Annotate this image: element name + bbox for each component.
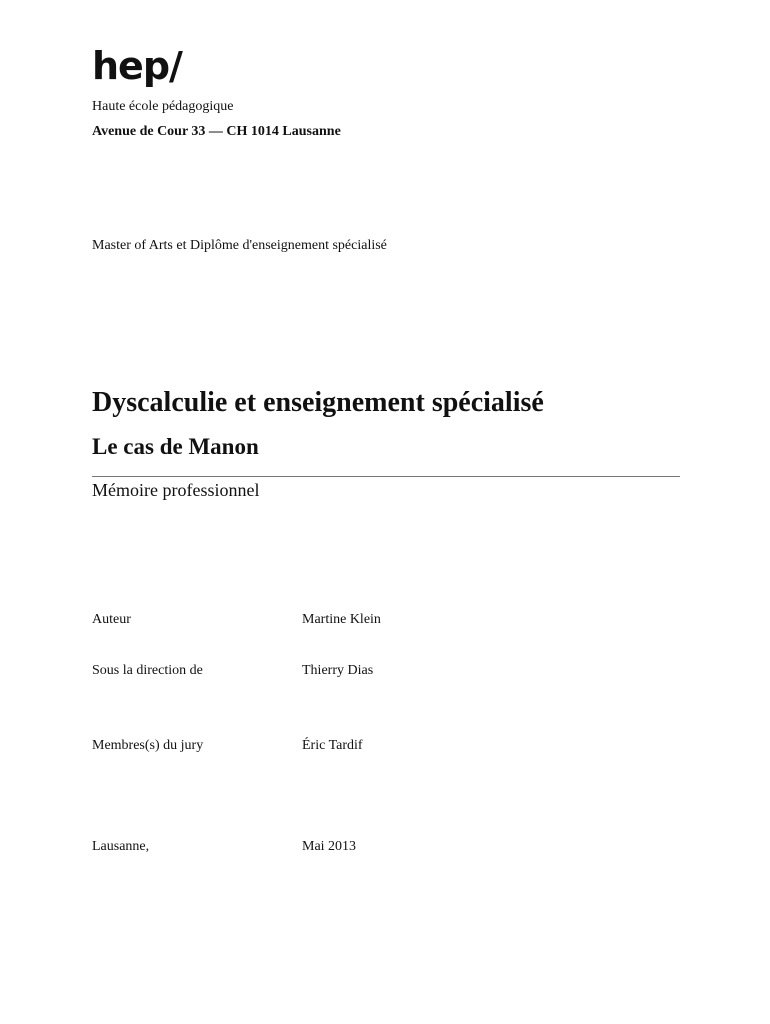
document-type: Mémoire professionnel (92, 480, 260, 500)
degree-program: Master of Arts et Diplôme d'enseignement spécialisé (92, 238, 387, 253)
author-label: Auteur (92, 612, 131, 627)
jury-label: Membres(s) du jury (92, 738, 204, 753)
supervisor-label: Sous la direction de (92, 663, 203, 678)
place-label: Lausanne, (92, 839, 150, 854)
jury-value: Éric Tardif (302, 738, 363, 753)
title-divider (92, 476, 680, 477)
date-value: Mai 2013 (302, 839, 357, 854)
institution-address: Avenue de Cour 33 — CH 1014 Lausanne (92, 124, 341, 139)
institution-name: Haute école pédagogique (92, 99, 234, 114)
hep-logo: hep/ (92, 44, 182, 88)
document-subtitle: Le cas de Manon (92, 434, 259, 459)
supervisor-value: Thierry Dias (302, 663, 374, 678)
document-title: Dyscalculie et enseignement spécialisé (92, 387, 544, 418)
author-value: Martine Klein (302, 612, 381, 627)
